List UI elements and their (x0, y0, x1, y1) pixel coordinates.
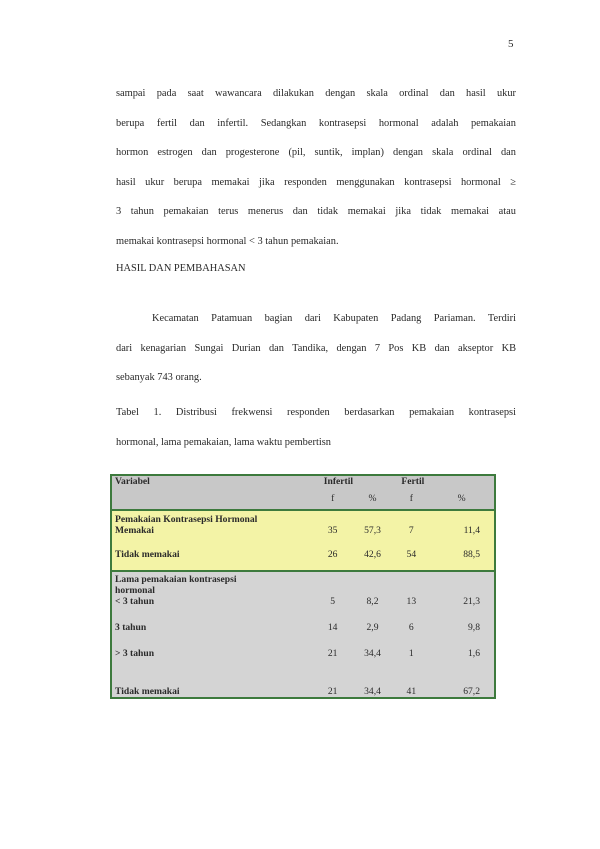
group2-title (111, 571, 314, 596)
table-row (111, 648, 495, 674)
cell-pct-fertil: 21,3 (429, 596, 495, 622)
table-row (111, 622, 495, 648)
subheader-pct-infertil: % (352, 493, 394, 510)
cell-f-fertil: 7 (393, 525, 429, 549)
cell-pct-infertil: 34,4 (352, 648, 394, 674)
cell-f-infertil: 35 (314, 525, 352, 549)
text-line: sampai pada saat wawancara dilakukan dengan skala ordinal dan hasil ukur (116, 88, 516, 99)
row-label: > 3 tahun (111, 648, 314, 674)
cell-pct-fertil: 88,5 (429, 549, 495, 571)
cell-pct-infertil: 2,9 (352, 622, 394, 648)
cell-pct-infertil: 8,2 (352, 596, 394, 622)
cell-f-infertil: 14 (314, 622, 352, 648)
cell-f-fertil: 6 (393, 622, 429, 648)
cell-pct-infertil: 57,3 (352, 525, 394, 549)
cell-pct-fertil: 11,4 (429, 525, 495, 549)
text-line: Kecamatan Patamuan bagian dari Kabupaten Padang Pariaman. Terdiri (152, 313, 516, 324)
text-line: dari kenagarian Sungai Durian dan Tandika, dengan 7 Pos KB dan akseptor KB (116, 342, 516, 354)
cell-pct-fertil: 1,6 (429, 648, 495, 674)
text-line: hormon estrogen dan progesterone (pil, suntik, implan) dengan skala ordinal dan (116, 147, 516, 159)
subheader-pct-fertil: % (429, 493, 495, 510)
cell-f-fertil: 1 (393, 648, 429, 674)
text-line: 3 tahun pemakaian terus menerus dan tidak memakai jika tidak memakai atau (116, 206, 516, 218)
cell-pct-infertil: 42,6 (352, 549, 394, 571)
group-title-row (111, 571, 495, 596)
group1-title: Pemakaian Kontrasepsi Hormonal (111, 510, 314, 525)
distribution-table (110, 474, 496, 699)
cell-f-fertil: 13 (393, 596, 429, 622)
table-subheader-row (111, 493, 495, 510)
table-row (111, 525, 495, 549)
header-infertil: Infertil (314, 475, 394, 493)
cell-f-fertil: 41 (393, 674, 429, 698)
subheader-empty (111, 493, 314, 510)
page-number: 5 (508, 38, 514, 50)
cell-f-infertil: 21 (314, 648, 352, 674)
cell-pct-infertil: 34,4 (352, 674, 394, 698)
group2-title-line2: hormonal (115, 585, 155, 596)
table-row (111, 549, 495, 571)
text-line: hormonal, lama pemakaian, lama waktu pembertisn (116, 436, 331, 448)
text-line: Tabel 1. Distribusi frekwensi responden berdasarkan pemakaian kontrasepsi (116, 407, 516, 418)
row-label: Tidak memakai (111, 674, 314, 698)
row-label: Memakai (111, 525, 314, 549)
cell-f-fertil: 54 (393, 549, 429, 571)
row-label: 3 tahun (111, 622, 314, 648)
subheader-f-infertil: f (314, 493, 352, 510)
cell-pct-fertil: 9,8 (429, 622, 495, 648)
text-line: memakai kontrasepsi hormonal < 3 tahun pemakaian. (116, 235, 339, 247)
cell-f-infertil: 26 (314, 549, 352, 571)
cell-f-infertil: 5 (314, 596, 352, 622)
table-caption (116, 398, 516, 457)
group-title-row (111, 510, 495, 525)
row-label: < 3 tahun (111, 596, 314, 622)
text-line: hasil ukur berupa memakai jika responden menggunakan kontrasepsi hormonal ≥ (116, 176, 516, 188)
paragraph-methods (116, 79, 516, 257)
subheader-f-fertil: f (393, 493, 429, 510)
paragraph-results (116, 304, 516, 393)
header-variabel: Variabel (111, 475, 314, 493)
text-line: sebanyak 743 orang. (116, 372, 202, 384)
header-fertil: Fertil (393, 475, 495, 493)
section-heading: HASIL DAN PEMBAHASAN (116, 263, 246, 274)
table-header-row (111, 475, 495, 493)
cell-f-infertil: 21 (314, 674, 352, 698)
cell-pct-fertil: 67,2 (429, 674, 495, 698)
group2-title-line1: Lama pemakaian kontrasepsi (115, 574, 237, 585)
table-row (111, 596, 495, 622)
text-line: berupa fertil dan infertil. Sedangkan kontrasepsi hormonal adalah pemakaian (116, 117, 516, 129)
row-label: Tidak memakai (111, 549, 314, 571)
table-row (111, 674, 495, 698)
